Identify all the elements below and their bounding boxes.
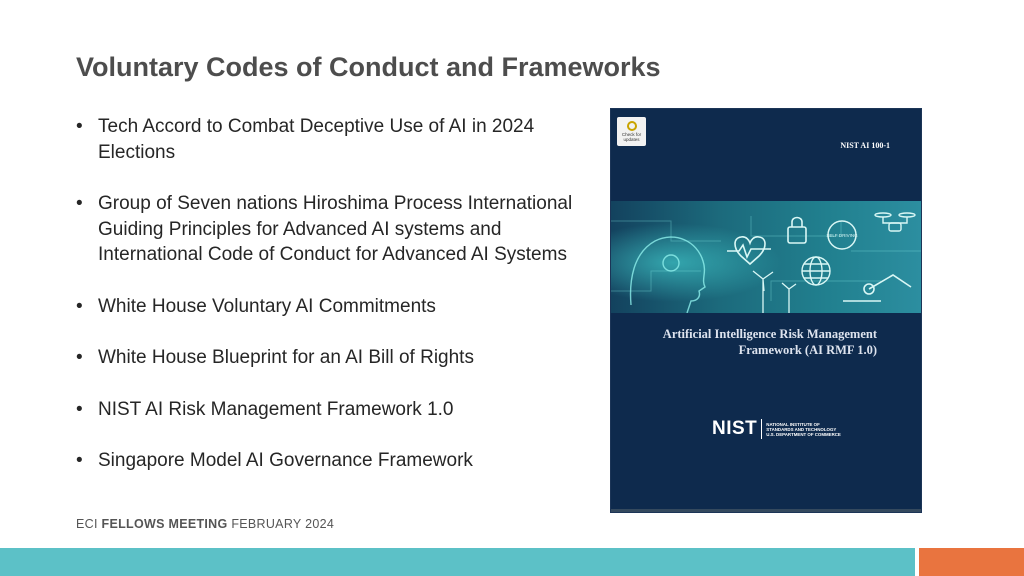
check-for-updates-badge[interactable]	[617, 117, 646, 146]
nist-logo	[712, 417, 852, 441]
slide-title: Voluntary Codes of Conduct and Frameworks	[76, 52, 661, 82]
document-number: NIST AI 100-1	[840, 141, 890, 150]
bullet-list	[76, 114, 576, 500]
bullet-marker: •	[76, 450, 83, 471]
bullet-text: Singapore Model AI Governance Framework	[98, 450, 473, 471]
bullet-marker: •	[76, 347, 83, 368]
footer-teal-bar	[0, 548, 915, 576]
check-badge-text: Check for updates	[621, 132, 642, 142]
nist-logo-mark: NIST	[712, 419, 762, 439]
bullet-text: NIST AI Risk Management Framework 1.0	[98, 398, 454, 420]
bullet-text: White House Blueprint for an AI Bill of Rights	[98, 347, 474, 368]
art-badge-text: SELF DRIVING	[826, 233, 858, 238]
bullet-marker: •	[76, 193, 83, 214]
footer-bold: FELLOWS MEETING	[101, 517, 228, 531]
footer-prefix: ECI	[76, 517, 102, 531]
ai-illustration-band	[611, 201, 921, 313]
bullet-item	[76, 114, 576, 165]
bullet-item	[76, 294, 576, 320]
bullet-text: White House Voluntary AI Commitments	[98, 295, 436, 317]
bullet-marker: •	[76, 116, 83, 137]
nist-logo-line: NATIONAL INSTITUTE OF	[766, 421, 820, 427]
bullet-marker: •	[76, 295, 83, 317]
cover-title-line: Framework (AI RMF 1.0)	[738, 343, 877, 357]
footer-suffix: FEBRUARY 2024	[227, 517, 335, 531]
nist-logo-subtitle	[762, 422, 841, 437]
bullet-marker: •	[76, 398, 83, 420]
nist-logo-line: U.S. DEPARTMENT OF COMMERCE	[766, 431, 841, 437]
nist-report-cover-image	[611, 109, 921, 512]
bullet-text: Tech Accord to Combat Deceptive Use of AI in 2024 Elections	[98, 116, 535, 163]
bullet-item	[76, 397, 576, 423]
cover-title	[631, 326, 877, 358]
footer-text	[76, 517, 334, 531]
bullet-item	[76, 448, 576, 474]
bullet-item	[76, 345, 576, 371]
bullet-text: Group of Seven nations Hiroshima Process International Guiding Principles for Advanced AI systems and International Code of Conduct for Advanced AI Systems	[98, 193, 573, 265]
footer-orange-bar	[919, 548, 1024, 576]
update-check-icon	[627, 121, 637, 131]
bullet-item	[76, 191, 576, 268]
nist-logo-line: STANDARDS AND TECHNOLOGY	[766, 426, 837, 432]
cover-bottom-edge	[611, 509, 921, 512]
cover-title-line: Artificial Intelligence Risk Management	[662, 327, 877, 341]
